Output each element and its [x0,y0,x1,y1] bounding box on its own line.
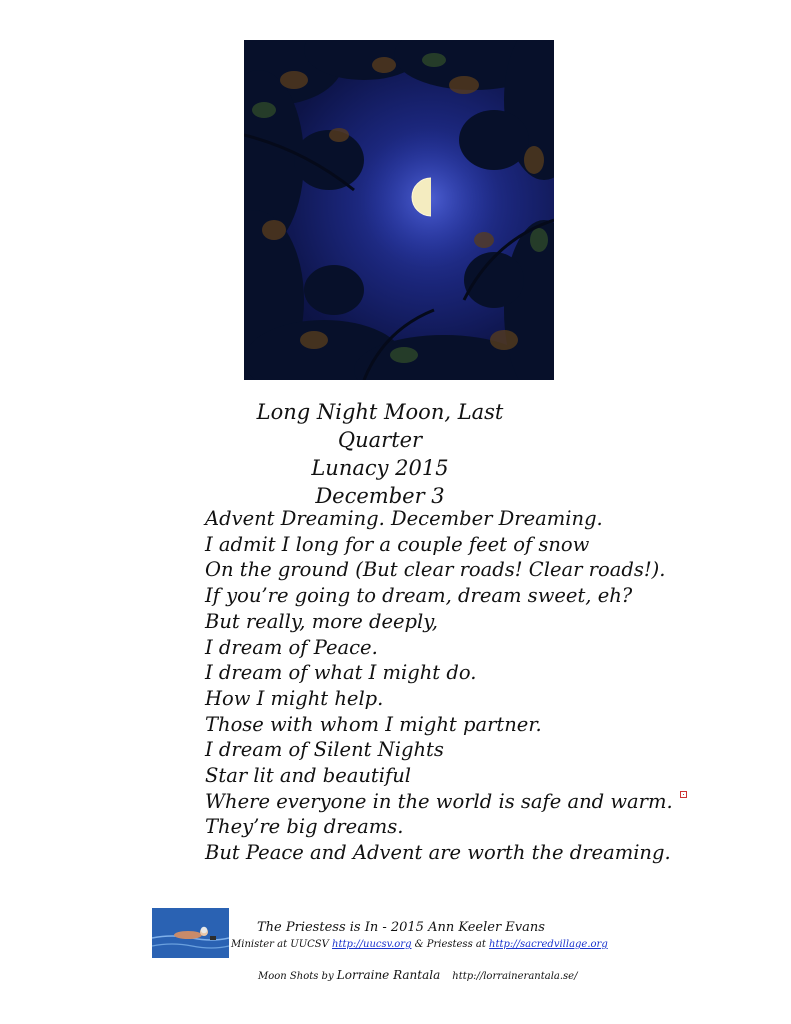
poem-line: Those with whom I might partner. [205,712,542,736]
footer-credit: The Priestess is In - 2015 Ann Keeler Evans [257,920,545,935]
uucsv-link[interactable]: http://uucsv.org [332,939,412,950]
poem-line: They’re big dreams. [205,815,404,839]
photo-credit [258,968,577,982]
poem-line: If you’re going to dream, dream sweet, eh? [205,584,633,608]
swimmer-photo-icon [152,908,229,958]
photo-credit-label: Moon Shots by [258,971,337,982]
poem-line: I dream of what I might do. [205,661,477,685]
leaves-and-moon-icon [244,40,554,380]
poem-line: On the ground (But clear roads! Clear roads!). [205,558,666,582]
title-block [230,398,530,510]
poem-line: I dream of Silent Nights [205,738,444,762]
title-date: December 3 [315,484,445,508]
poem-line: Star lit and beautiful [205,764,412,788]
poem-line: I dream of Peace. [205,635,378,659]
footer-links [231,939,608,950]
poem-line: I admit I long for a couple feet of snow [205,532,590,556]
poem-line: Where everyone in the world is safe and warm. [205,789,673,813]
title-year: Lunacy 2015 [311,456,449,480]
moon-photo [244,40,554,380]
small-red-marker-icon [680,791,687,798]
poem-line: But Peace and Advent are worth the dreaming. [205,841,671,865]
sacredvillage-link[interactable]: http://sacredvillage.org [489,939,608,950]
photographer-name: Lorraine Rantala [336,968,441,982]
poem-line: Advent Dreaming. December Dreaming. [205,507,603,530]
poem-line: But really, more deeply, [205,609,438,633]
footer-minister-label: Minister at UUCSV [231,939,333,950]
poem [205,506,685,866]
photographer-url: http://lorrainerantala.se/ [452,971,578,982]
poem-line: How I might help. [205,686,384,710]
footer-priestess-label: & Priestess at [411,939,490,950]
title-line: Long Night Moon, Last Quarter [256,400,504,452]
